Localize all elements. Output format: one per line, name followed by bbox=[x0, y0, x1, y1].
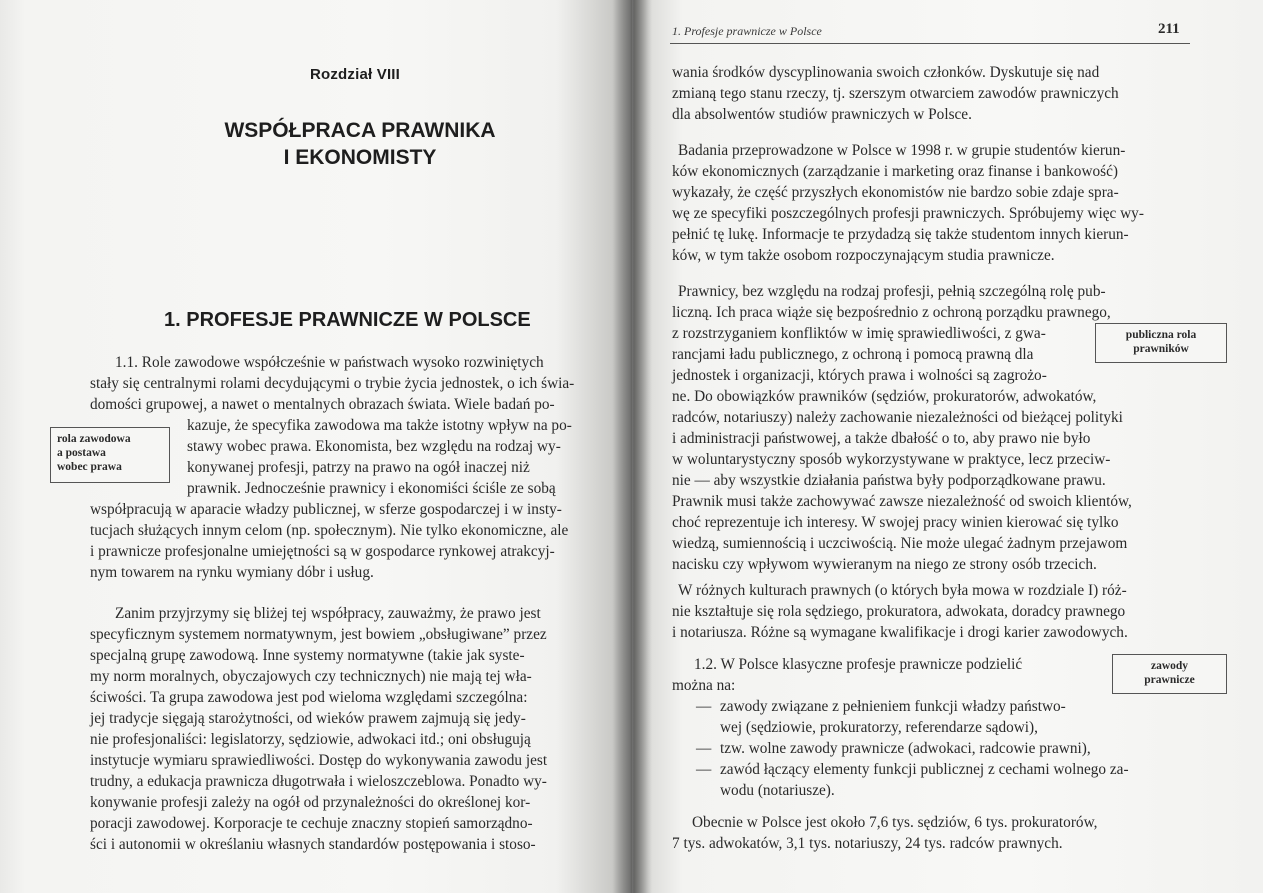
text-line: ków ekonomicznych (zarządzanie i marketing oraz finanse i bankowość) bbox=[672, 163, 1118, 180]
text-line: rancjami ładu publicznego, z ochroną i pomocą prawną dla bbox=[672, 346, 1034, 363]
text-line: Obecnie w Polsce jest około 7,6 tys. sędziów, 6 tys. prokuratorów, bbox=[692, 814, 1098, 831]
text-line: specjalną grupę zawodową. Inne systemy normatywne (takie jak syste- bbox=[90, 647, 525, 664]
list-bullet: — bbox=[696, 761, 712, 778]
text-line: my norm moralnych, obyczajowych czy technicznych) nie mają tej wła- bbox=[90, 668, 532, 685]
text-line: nym towarem na rynku wymiany dóbr i usług. bbox=[90, 564, 374, 581]
text-line: stawy wobec prawa. Ekonomista, bez względu na rodzaj wy- bbox=[187, 438, 561, 455]
text-line: jej tradycje sięgają starożytności, od wieków prawem zajmują się jedy- bbox=[90, 710, 526, 727]
text-line: można na: bbox=[672, 677, 736, 694]
text-line: ków, w tym także osobom rozpoczynającym studia prawnicze. bbox=[672, 247, 1055, 264]
list-item-line: zawody związane z pełnieniem funkcji władzy państwo- bbox=[720, 698, 1066, 715]
margin-note-line: zawody bbox=[1150, 660, 1189, 672]
text-line: 1.2. W Polsce klasyczne profesje prawnicze podzielić bbox=[694, 656, 1023, 673]
text-line: w woluntarystyczny sposób wykorzystywane w praktyce, lecz przeciw- bbox=[672, 451, 1111, 468]
text-line: i prawnicze profesjonalne umiejętności są w gospodarce rynkowej atrakcyj- bbox=[90, 543, 555, 560]
text-line: choć reprezentuje ich interesy. W swojej pracy winien kierować się tylko bbox=[672, 514, 1119, 531]
text-line: instytucje wymiaru sprawiedliwości. Dostęp do wykonywania zawodu jest bbox=[90, 752, 548, 769]
text-line: wania środków dyscyplinowania swoich członków. Dyskutuje się nad bbox=[672, 64, 1100, 81]
text-line: ne. Do obowiązków prawników (sędziów, prokuratorów, adwokatów, bbox=[672, 388, 1097, 405]
text-line: W różnych kulturach prawnych (o których była mowa w rozdziale I) róż- bbox=[678, 582, 1127, 599]
margin-note-role bbox=[50, 427, 170, 483]
list-item-line: tzw. wolne zawody prawnicze (adwokaci, radcowie prawni), bbox=[720, 740, 1091, 757]
text-line: nie profesjonaliści: legislatorzy, sędziowie, adwokaci itd.; oni obsługują bbox=[90, 731, 531, 748]
text-line: tucjach służących innym celom (np. społecznym). Nie tylko ekonomiczne, ale bbox=[90, 522, 569, 539]
text-line: wykazały, że część przyszłych ekonomistów nie bardzo sobie zdaje spra- bbox=[672, 184, 1119, 201]
text-line: dla absolwentów studiów prawniczych w Polsce. bbox=[672, 106, 972, 123]
text-line: Zanim przyjrzymy się bliżej tej współpracy, zauważmy, że prawo jest bbox=[115, 605, 541, 622]
text-line: ści i autonomii w określaniu własnych standardów postępowania i stoso- bbox=[90, 836, 536, 853]
text-line: Badania przeprowadzone w Polsce w 1998 r. w grupie studentów kierun- bbox=[678, 142, 1126, 159]
text-line: radców, notariuszy) należy zachowanie niezależności od bieżącej polityki bbox=[672, 409, 1123, 426]
text-line: kazuje, że specyfika zawodowa ma także istotny wpływ na po- bbox=[187, 417, 572, 434]
chapter-title-line: I EKONOMISTY bbox=[283, 146, 437, 169]
text-line: pełnić tę lukę. Informacje te przydadzą się także studentom innych kierun- bbox=[672, 226, 1129, 243]
text-line: współpracują w aparacie władzy publicznej, w sferze gospodarczej i w insty- bbox=[90, 501, 562, 518]
text-line: jednostek i organizacji, których prawa i wolności są zagrożo- bbox=[672, 367, 1047, 384]
text-line: nie — aby wszystkie działania państwa były podporządkowane prawu. bbox=[672, 472, 1106, 489]
margin-note-line: prawników bbox=[1133, 343, 1189, 355]
text-line: stały się centralnymi rolami decydującymi o trybie życia jednostek, o ich świa- bbox=[90, 375, 575, 392]
text-line: 7 tys. adwokatów, 3,1 tys. notariuszy, 24 tys. radców prawnych. bbox=[672, 835, 1063, 852]
margin-note-professions bbox=[1112, 654, 1227, 694]
margin-note-line: prawnicze bbox=[1144, 674, 1195, 686]
header-rule bbox=[670, 43, 1190, 44]
text-line: 1.1. Role zawodowe współcześnie w państwach wysoko rozwiniętych bbox=[115, 354, 544, 371]
margin-note-line: rola zawodowa bbox=[57, 433, 131, 445]
text-line: wiedzą, sumiennością i uczciwością. Nie może ulegać żadnym przejawom bbox=[672, 535, 1128, 552]
text-line: nacisku czy wpływom wywieranym na niego ze strony osób trzecich. bbox=[672, 556, 1097, 573]
margin-note-line: a postawa bbox=[57, 447, 106, 459]
chapter-label: Rozdział VIII bbox=[309, 66, 401, 83]
text-line: i notariusza. Różne są wymagane kwalifikacje i drogi karier zawodowych. bbox=[672, 624, 1128, 641]
list-bullet: — bbox=[696, 740, 712, 757]
chapter-title bbox=[160, 117, 560, 171]
text-line: domości grupowej, a nawet o mentalnych obrazach świata. Wiele badań po- bbox=[90, 396, 555, 413]
text-line: poracji zawodowej. Korporacje te cechuje znaczny stopień samorządno- bbox=[90, 815, 533, 832]
chapter-title-line: WSPÓŁPRACA PRAWNIKA bbox=[224, 119, 496, 142]
list-item-line: wej (sędziowie, prokuratorzy, referendarze sądowi), bbox=[720, 719, 1038, 736]
text-line: i administracji państwowej, a także dbałość o to, aby prawo nie było bbox=[672, 430, 1091, 447]
right-page bbox=[632, 0, 1263, 893]
text-line: ściwości. Ta grupa zawodowa jest pod wieloma względami szczególna: bbox=[90, 689, 528, 706]
section-heading: 1. PROFESJE PRAWNICZE W POLSCE bbox=[164, 309, 531, 331]
running-head: 1. Profesje prawnicze w Polsce bbox=[672, 24, 822, 38]
text-line: prawnik. Jednocześnie prawnicy i ekonomiści ściśle ze sobą bbox=[187, 480, 556, 497]
text-line: zmianą tego stanu rzeczy, tj. szerszym otwarciem zawodów prawniczych bbox=[672, 85, 1119, 102]
margin-note-line: wobec prawa bbox=[57, 461, 122, 473]
list-item-line: zawód łączący elementy funkcji publicznej z cechami wolnego za- bbox=[720, 761, 1129, 778]
text-line: trudny, a edukacja prawnicza długotrwała i wieloszczeblowa. Ponadto wy- bbox=[90, 773, 547, 790]
page-number: 211 bbox=[1158, 21, 1180, 37]
text-line: konywanej profesji, patrzy na prawo na ogół inaczej niż bbox=[187, 459, 530, 476]
text-line: konywanie profesji zależy na ogół od przynależności do określonej kor- bbox=[90, 794, 531, 811]
margin-note-public-role bbox=[1095, 323, 1227, 363]
text-line: Prawnicy, bez względu na rodzaj profesji, pełnią szczególną rolę pub- bbox=[678, 283, 1106, 300]
text-line: wę ze specyfiki poszczególnych profesji prawniczych. Spróbujemy więc wy- bbox=[672, 205, 1144, 222]
text-line: z rozstrzyganiem konfliktów w imię sprawiedliwości, z gwa- bbox=[672, 325, 1046, 342]
text-line: nie kształtuje się rola sędziego, prokuratora, adwokata, doradcy prawnego bbox=[672, 603, 1126, 620]
text-line: specyficznym systemem normatywnym, jest bowiem „obsługiwane” przez bbox=[90, 626, 547, 643]
text-line: Prawnik musi także zachowywać zawsze niezależność od swoich klientów, bbox=[672, 493, 1132, 510]
text-line: liczną. Ich praca wiąże się bezpośrednio z ochroną porządku prawnego, bbox=[672, 304, 1111, 321]
margin-note-line: publiczna rola bbox=[1125, 329, 1197, 341]
list-item-line: wodu (notariusze). bbox=[720, 782, 835, 799]
list-bullet: — bbox=[696, 698, 712, 715]
